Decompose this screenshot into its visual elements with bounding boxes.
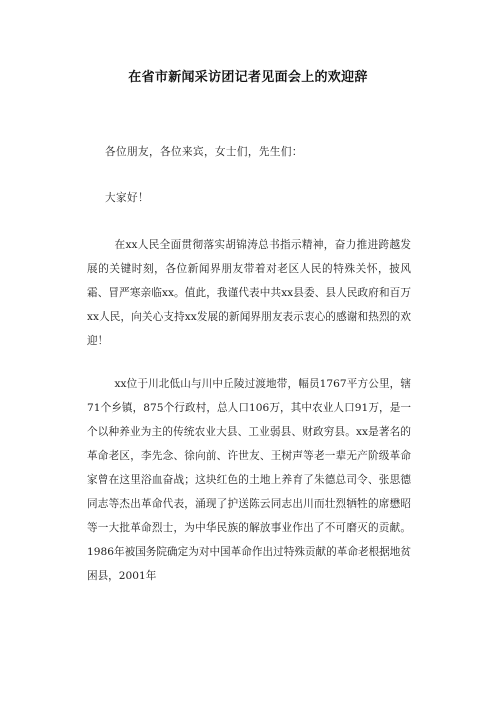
salutation-line: 各位朋友，各位来宾，女士们，先生们： [105, 146, 303, 158]
body-paragraph: 在xx人民全面贯彻落实胡锦涛总书指示精神，奋力推进跨越发展的关键时刻，各位新闻界朋友带着对老区人民的特殊关怀，披风霜、冒严寒亲临xx。值此，我谨代表中共xx县委、县人民政府和百万xx人民，向关心支持xx发展的新闻界朋友表示衷心的感谢和热烈的欢迎！ [87, 239, 411, 347]
greeting-line: 大家好！ [105, 192, 149, 204]
body-paragraph: xx位于川北低山与川中丘陵过渡地带，幅员1767平方公里，辖71个乡镇，875个行政村，总人口106万，其中农业人口91万，是一个以种养业为主的传统农业大县、工业弱县、财政穷县。xx是著名的革命老区，李先念、徐向前、许世友、王树声等老一辈无产阶级革命家曾在这里浴血奋战；这块红色的土地上养育了朱德总司令、张思德同志等杰出革命代表，涌现了护送陈云同志出川而壮烈牺牲的席懋昭等一大批革命烈士，为中华民族的解放事业作出了不可磨灭的贡献。1986年被国务院确定为对中国革命作出过特殊贡献的革命老根据地贫困县，2001年 [87, 378, 411, 582]
document-title: 在省市新闻采访团记者见面会上的欢迎辞 [128, 70, 368, 85]
